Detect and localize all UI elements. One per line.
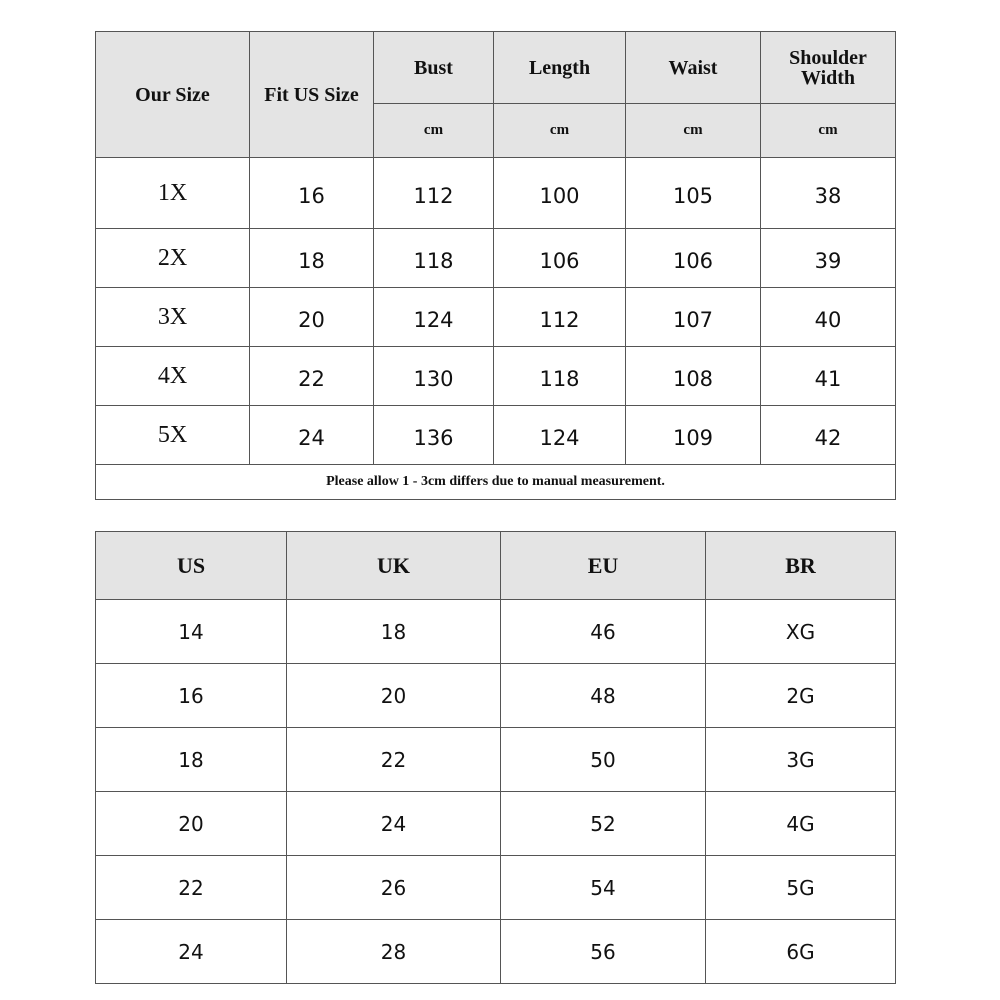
cell-eu: 54 [501, 856, 706, 920]
cell-fit-us: 18 [250, 229, 374, 288]
table-row [96, 664, 896, 728]
cell-length: 112 [494, 288, 626, 347]
cell-shoulder: 41 [761, 347, 896, 406]
cell-fit-us: 24 [250, 406, 374, 465]
cell-length: 124 [494, 406, 626, 465]
cell-shoulder: 40 [761, 288, 896, 347]
cell-eu: 48 [501, 664, 706, 728]
unit-length: cm [494, 104, 626, 158]
cell-waist: 106 [626, 229, 761, 288]
cell-bust: 118 [374, 229, 494, 288]
cell-shoulder: 39 [761, 229, 896, 288]
header-waist: Waist [626, 32, 761, 104]
header-uk: UK [287, 532, 501, 600]
unit-waist: cm [626, 104, 761, 158]
cell-us: 18 [96, 728, 287, 792]
measurement-note: Please allow 1 - 3cm differs due to manual measurement. [96, 465, 896, 500]
cell-us: 20 [96, 792, 287, 856]
cell-bust: 136 [374, 406, 494, 465]
header-our-size: Our Size [96, 32, 250, 158]
cell-us: 14 [96, 600, 287, 664]
cell-uk: 20 [287, 664, 501, 728]
cell-uk: 18 [287, 600, 501, 664]
cell-br: 5G [706, 856, 896, 920]
cell-br: XG [706, 600, 896, 664]
cell-br: 4G [706, 792, 896, 856]
table-row [96, 728, 896, 792]
cell-length: 106 [494, 229, 626, 288]
header-bust: Bust [374, 32, 494, 104]
header-us: US [96, 532, 287, 600]
cell-shoulder: 38 [761, 158, 896, 229]
table-row [96, 920, 896, 984]
cell-uk: 24 [287, 792, 501, 856]
cell-br: 3G [706, 728, 896, 792]
table-row [96, 158, 896, 229]
cell-our-size: 1X [96, 158, 250, 229]
table-row [96, 347, 896, 406]
cell-bust: 124 [374, 288, 494, 347]
table-row [96, 229, 896, 288]
table-row [96, 288, 896, 347]
cell-us: 24 [96, 920, 287, 984]
cell-length: 118 [494, 347, 626, 406]
cell-bust: 130 [374, 347, 494, 406]
cell-fit-us: 16 [250, 158, 374, 229]
cell-fit-us: 20 [250, 288, 374, 347]
cell-bust: 112 [374, 158, 494, 229]
cell-waist: 107 [626, 288, 761, 347]
cell-uk: 28 [287, 920, 501, 984]
cell-us: 22 [96, 856, 287, 920]
cell-fit-us: 22 [250, 347, 374, 406]
cell-us: 16 [96, 664, 287, 728]
table-row [96, 856, 896, 920]
cell-our-size: 4X [96, 347, 250, 406]
cell-eu: 50 [501, 728, 706, 792]
cell-eu: 52 [501, 792, 706, 856]
cell-waist: 105 [626, 158, 761, 229]
header-fit-us-size: Fit US Size [250, 32, 374, 158]
cell-eu: 56 [501, 920, 706, 984]
cell-br: 2G [706, 664, 896, 728]
header-br: BR [706, 532, 896, 600]
cell-eu: 46 [501, 600, 706, 664]
table-row [96, 600, 896, 664]
header-eu: EU [501, 532, 706, 600]
cell-uk: 22 [287, 728, 501, 792]
size-chart-table [95, 31, 896, 500]
size-conversion-table [95, 531, 896, 984]
header-shoulder-width: Shoulder Width [761, 32, 896, 104]
cell-our-size: 3X [96, 288, 250, 347]
unit-bust: cm [374, 104, 494, 158]
cell-br: 6G [706, 920, 896, 984]
cell-waist: 108 [626, 347, 761, 406]
table-row [96, 792, 896, 856]
cell-our-size: 5X [96, 406, 250, 465]
cell-uk: 26 [287, 856, 501, 920]
cell-shoulder: 42 [761, 406, 896, 465]
table-row [96, 406, 896, 465]
header-length: Length [494, 32, 626, 104]
unit-shoulder-width: cm [761, 104, 896, 158]
cell-waist: 109 [626, 406, 761, 465]
cell-our-size: 2X [96, 229, 250, 288]
cell-length: 100 [494, 158, 626, 229]
